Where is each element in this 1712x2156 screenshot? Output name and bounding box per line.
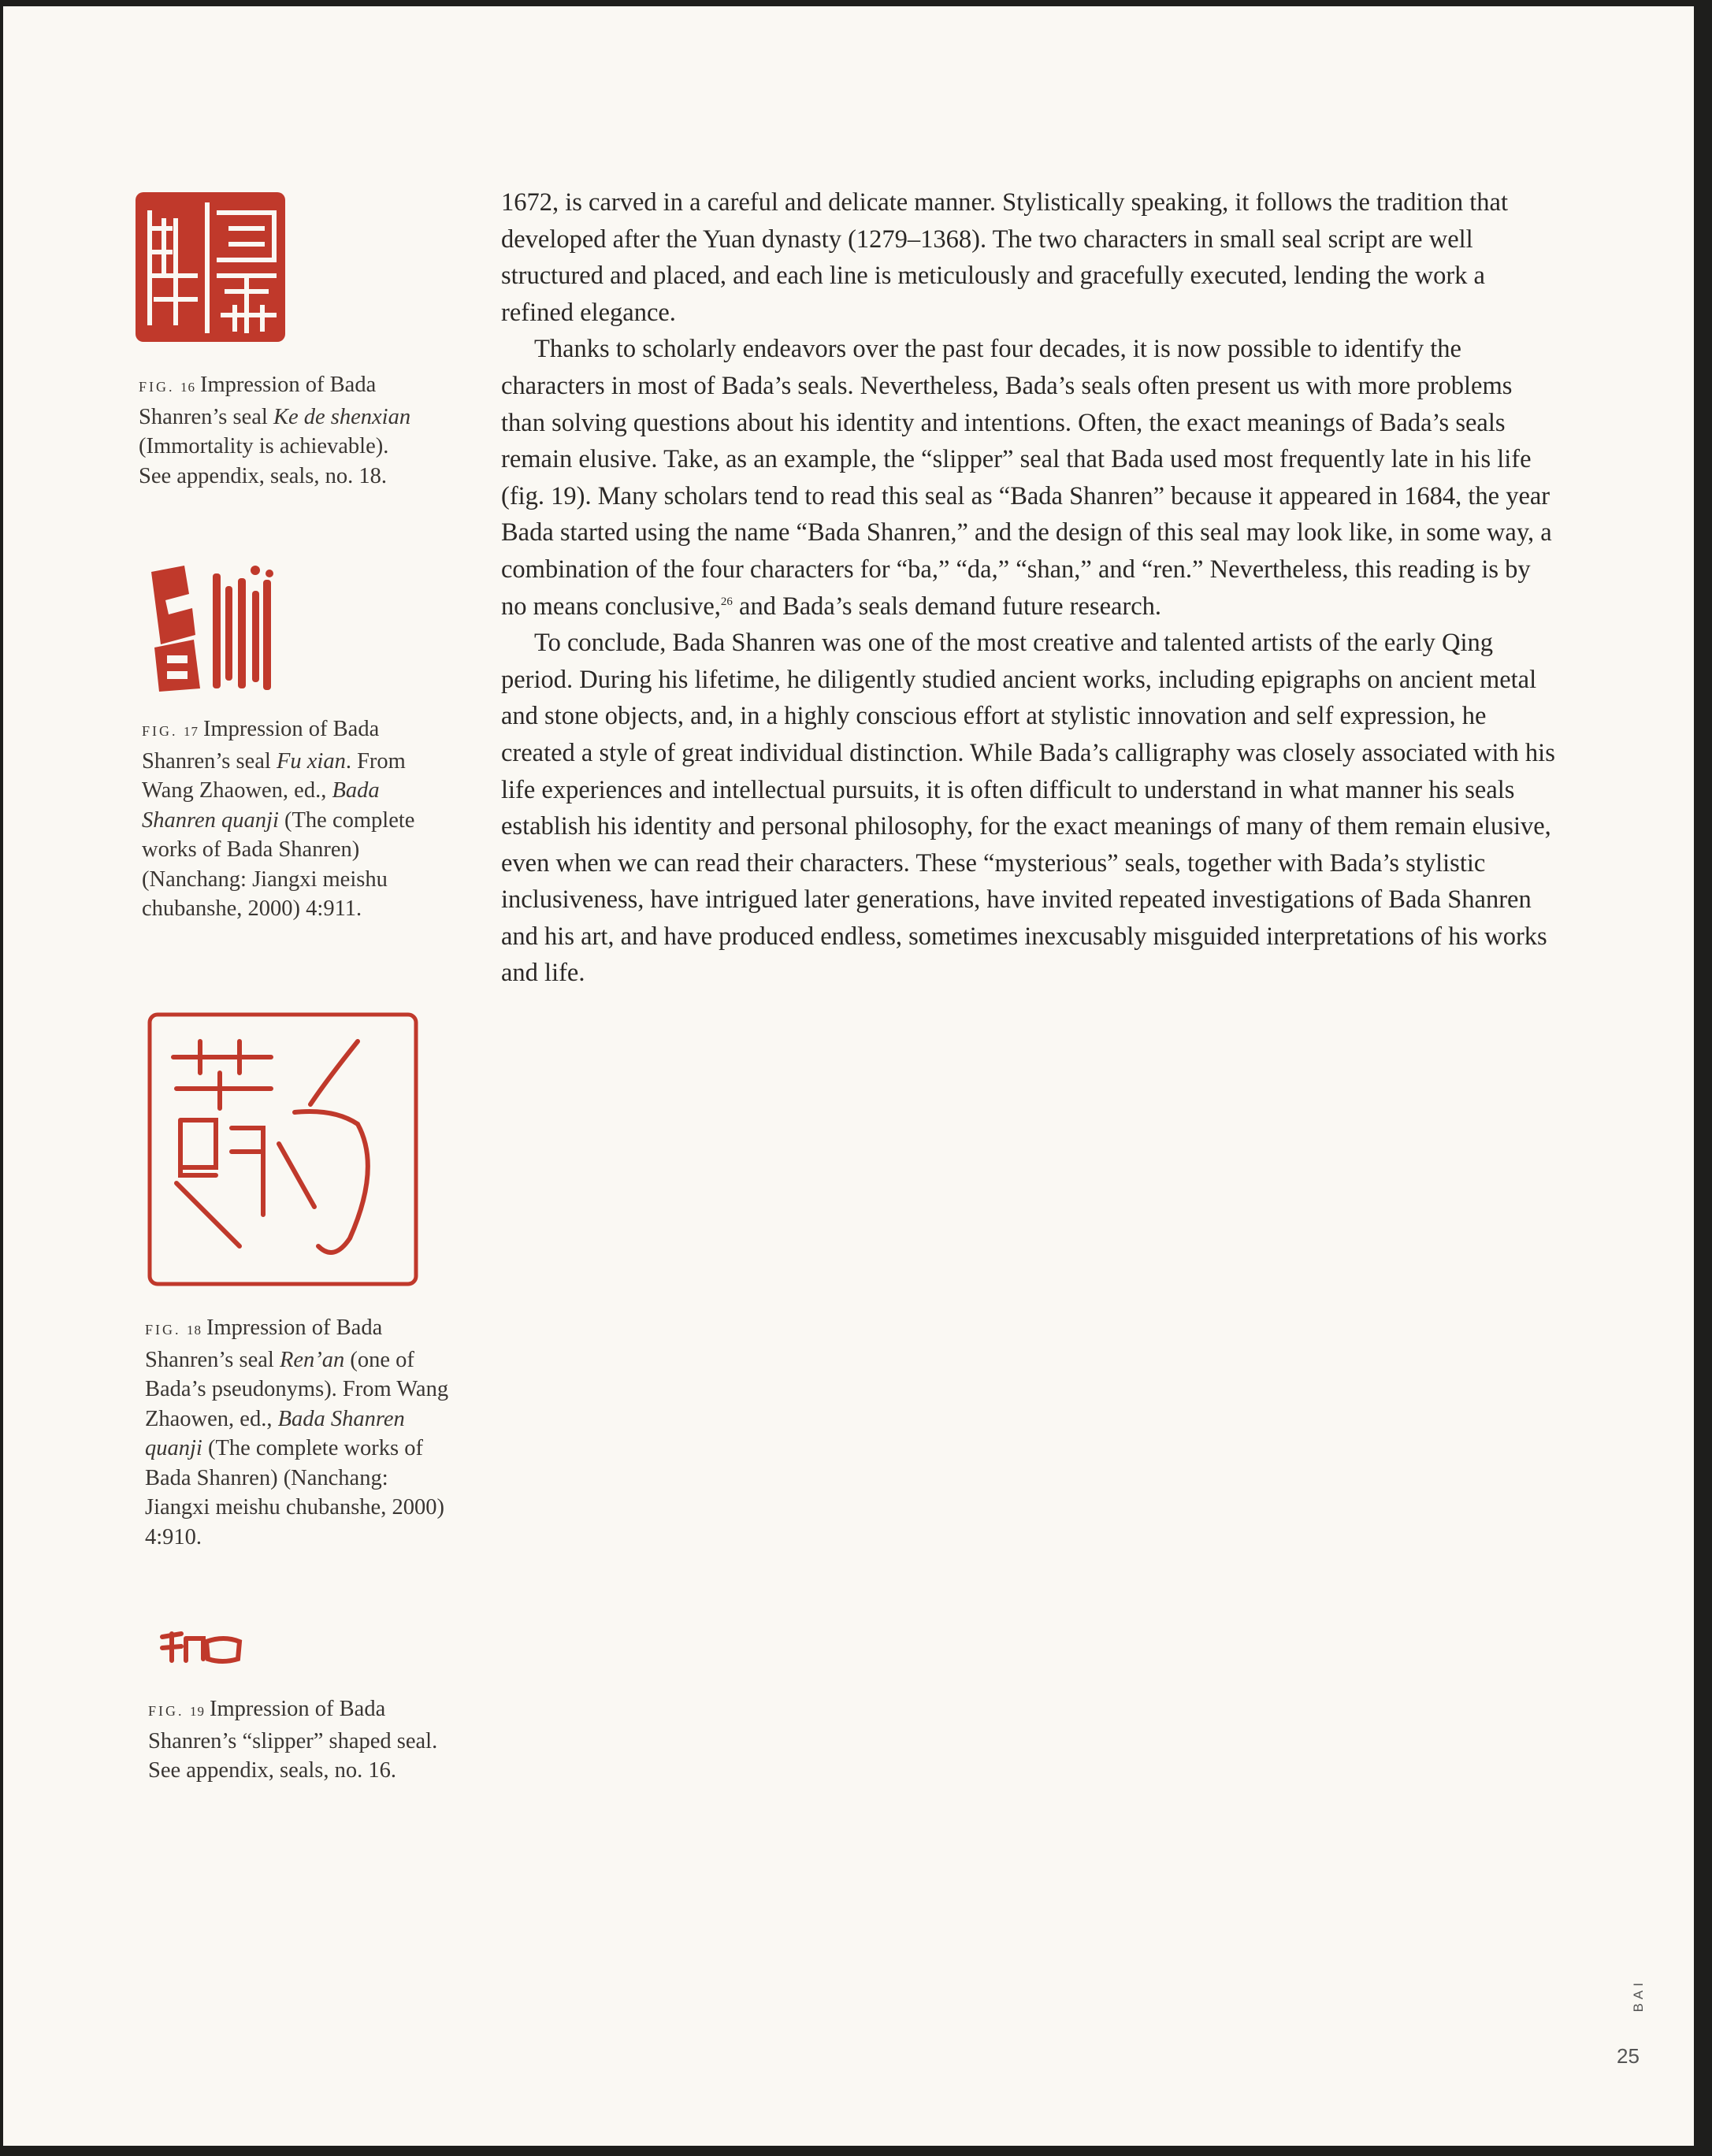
book-page <box>3 6 1694 2146</box>
seal-fu-xian-icon <box>145 562 277 693</box>
caption-fig-18: FIG. 18 Impression of Bada Shanren’s seal Ren’an (one of Bada’s pseudonyms). From Wang Zhaowen, ed., Bada Shanren quanji (The complete works of Bada Shanren) (Nanchang: Jiangxi meishu chubanshe, 2000) 4:910. <box>145 1315 449 1549</box>
page-number: 25 <box>1617 2044 1640 2068</box>
caption-fig-16: FIG. 16 Impression of Bada Shanren’s seal Ke de shenxian (Immortality is achievable). See appendix, seals, no. 18. <box>139 373 411 488</box>
body-text <box>501 184 1557 992</box>
seal-ren-an-icon <box>145 1010 421 1289</box>
running-head: BAI <box>1631 1979 1646 2013</box>
seal-slipper-icon <box>158 1629 244 1665</box>
paragraph-1: 1672, is carved in a careful and delicate manner. Stylistically speaking, it follows the tradition that developed after the Yuan dynasty (1279–1368). The two characters in small seal script are well structured and placed, and each line is meticulously and gracefully executed, lending the work a refined elegance. <box>501 188 1508 327</box>
paragraph-2: Thanks to scholarly endeavors over the past four decades, it is now possible to identify the characters in most of Bada’s seals. Nevertheless, Bada’s seals often present us with more problems than solving questions about his identity and intentions. Often, the exact meanings of Bada’s seals remain elusive. Take, as an example, the “slipper” seal that Bada used most frequently late in his life (fig. 19). Many scholars tend to read this seal as “Bada Shanren” because it appeared in 1684, the year Bada started using the name “Bada Shanren,” and the design of this seal may look like, in some way, a combination of the four characters for “ba,” “da,” “shan,” and “ren.” Nevertheless, this reading is by no means conclusive,$^{26}$ and Bada’s seals demand future research. <box>501 335 1552 621</box>
caption-fig-19: FIG. 19 Impression of Bada Shanren’s “slipper” shaped seal. See appendix, seals, no. 16. <box>148 1697 438 1783</box>
caption-fig-17: FIG. 17 Impression of Bada Shanren’s seal Fu xian. From Wang Zhaowen, ed., Bada Shanren quanji (The complete works of Bada Shanren) (Nanchang: Jiangxi meishu chubanshe, 2000) 4:911. <box>142 717 415 921</box>
seal-ke-de-shenxian-icon <box>132 189 288 345</box>
footnote-ref-26[interactable]: 26 <box>720 595 733 608</box>
paragraph-3: To conclude, Bada Shanren was one of the most creative and talented artists of the early Qing period. During his lifetime, he diligently studied ancient works, including epigraphs on ancient metal and stone objects, and, in a highly conscious effort at stylistic innovation and self expression, he created a style of great individual distinction. While Bada’s calligraphy was closely associated with his life experiences and intellectual pursuits, it is often difficult to understand in what manner his seals establish his identity and personal philosophy, for the exact meanings of many of them remain elusive, even when we can read their characters. These “mysterious” seals, together with Bada’s stylistic inclusiveness, have intrigued later generations, have invited repeated investigations of Bada Shanren and his art, and have produced endless, sometimes inexcusably misguided interpretations of his works and life. <box>501 629 1555 988</box>
